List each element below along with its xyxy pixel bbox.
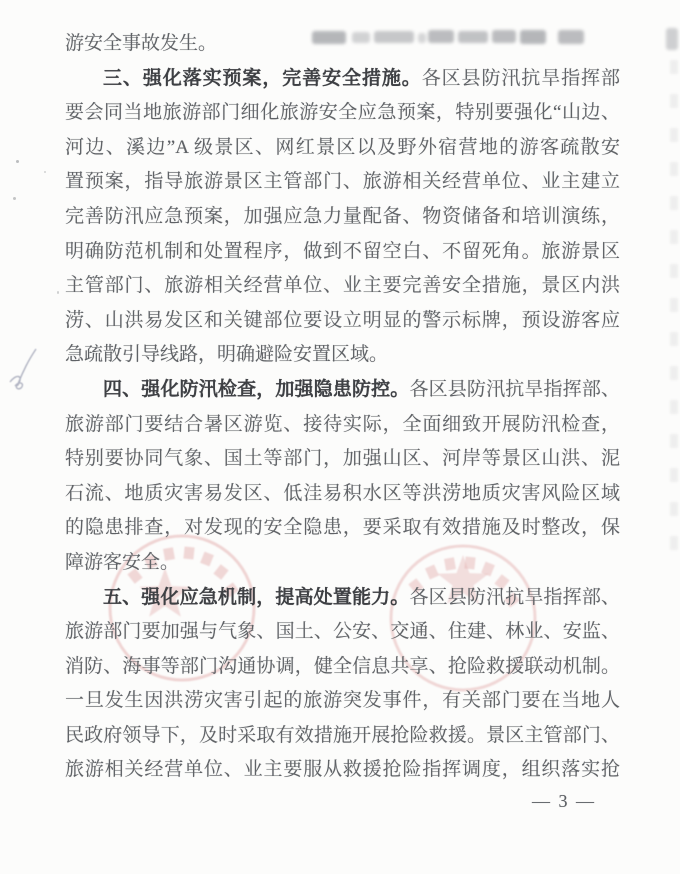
text-line (65, 165, 620, 200)
body-text-run: 涝、山洪易发区和关键部位要设立明显的警示标牌，预设游客应 (65, 309, 620, 331)
body-text-run: 游安全事故发生。 (65, 33, 218, 54)
body-text-run: 旅游相关经营单位、业主要服从救援抢险指挥调度，组织落实抢 (65, 759, 620, 781)
text-line (65, 200, 620, 235)
body-text-run: 置预案，指导旅游景区主管部门、旅游相关经营单位、业主建立 (65, 171, 620, 193)
body-text-block (65, 27, 620, 788)
bleedthrough-mark (666, 28, 678, 50)
right-edge-bleedthrough (670, 60, 678, 560)
body-text-run: 急疏散引导线路，明确避险安置区域。 (65, 344, 389, 366)
body-text-run: 旅游部门要结合暑区游览、接待实际，全面细致开展防汛检查， (65, 413, 620, 435)
body-text-run: 的隐患排查，对发现的安全隐患，要采取有效措施及时整改，保 (65, 517, 620, 539)
text-line (65, 581, 620, 616)
text-line (65, 753, 620, 788)
text-line (65, 442, 620, 477)
scan-speck (16, 160, 19, 163)
text-line (65, 304, 620, 339)
body-text-run: 消防、海事等部门沟通协调，健全信息共享、抢险救援联动机制。 (65, 655, 620, 677)
text-line (65, 373, 620, 408)
text-line (65, 650, 620, 685)
section-heading: 五、强化应急机制，提高处置能力。 (103, 586, 410, 608)
scan-speck (57, 291, 59, 294)
body-text-run: 旅游部门要加强与气象、国土、公安、交通、住建、林业、安监、 (65, 621, 620, 643)
body-text-run: 特别要协同气象、国土等部门，加强山区、河岸等景区山洪、泥 (65, 448, 620, 470)
scan-speck (13, 197, 16, 200)
text-line (65, 96, 620, 131)
body-text-run: 石流、地质灾害易发区、低洼易积水区等洪涝地质灾害风险区域 (65, 482, 620, 504)
body-text-run: 各区县防汛抗旱指挥部 (421, 67, 620, 89)
body-text-run: 主管部门、旅游相关经营单位、业主要完善安全措施，景区内洪 (65, 275, 620, 297)
body-text-run: 各区县防汛抗旱指挥部、 (409, 586, 620, 608)
text-line (65, 408, 620, 443)
body-text-run: 完善防汛应急预案，加强应急力量配备、物资储备和培训演练， (65, 205, 620, 227)
body-text-run: 明确防范机制和处置程序，做到不留空白、不留死角。旅游景区 (65, 240, 620, 262)
pencil-scribble (6, 344, 42, 390)
page-number: — 3 — (532, 791, 596, 811)
section-heading: 四、强化防汛检查，加强隐患防控。 (103, 378, 410, 400)
body-text-run: 障游客安全。 (65, 551, 180, 573)
scan-speck (44, 171, 46, 173)
text-line (65, 62, 620, 97)
text-line (65, 131, 620, 166)
text-line (65, 477, 620, 512)
text-line (65, 338, 620, 373)
text-line (65, 27, 620, 62)
text-line (65, 269, 620, 304)
text-line (65, 546, 620, 581)
body-text-run: 各区县防汛抗旱指挥部、 (409, 378, 620, 400)
text-line (65, 511, 620, 546)
section-heading: 三、强化落实预案，完善安全措施。 (103, 67, 422, 89)
text-line (65, 719, 620, 754)
body-text-run: 一旦发生因洪涝灾害引起的旅游突发事件，有关部门要在当地人 (65, 690, 620, 712)
body-text-run: 河边、溪边”A 级景区、网红景区以及野外宿营地的游客疏散安 (65, 136, 620, 158)
body-text-run: 民政府领导下，及时采取有效措施开展抢险救援。景区主管部门、 (65, 724, 620, 746)
body-text-run: 要会同当地旅游部门细化旅游安全应急预案，特别要强化“山边、 (65, 102, 620, 124)
text-line (65, 684, 620, 719)
text-line (65, 235, 620, 270)
text-line (65, 615, 620, 650)
